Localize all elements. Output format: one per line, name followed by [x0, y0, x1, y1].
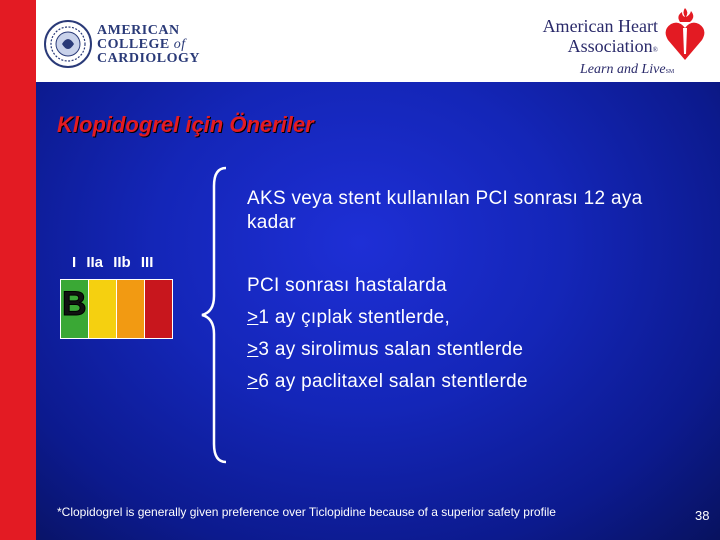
item-text: 3 ay sirolimus salan stentlerde	[258, 339, 524, 360]
recommendation-2-item-1	[247, 302, 697, 334]
aha-tagline-text: Learn and Live	[580, 62, 666, 77]
acc-line-3: CARDIOLOGY	[97, 51, 201, 66]
class-label-iii: III	[140, 254, 154, 271]
recommendation-2-item-2	[247, 334, 697, 366]
item-text: 1 ay çıplak stentlerde,	[258, 307, 451, 328]
aha-tagline-tm: SM	[665, 69, 675, 75]
ge-symbol: >	[247, 307, 259, 328]
slide-title: Klopidogrel için Öneriler	[57, 112, 314, 137]
class-label-i: I	[72, 254, 77, 271]
acc-line-1: AMERICAN	[97, 23, 180, 38]
class-label-iia: IIa	[86, 254, 104, 271]
aha-line-2: Association	[567, 36, 653, 56]
left-accent-bar	[0, 0, 36, 540]
class-cell-iib	[117, 280, 145, 338]
left-curly-brace	[192, 166, 232, 464]
recommendation-2-item-3	[247, 366, 697, 398]
item-text: 6 ay paclitaxel salan stentlerde	[258, 371, 528, 392]
recommendation-1: AKS veya stent kullanılan PCI sonrası 12 aya kadar	[247, 188, 643, 233]
aha-tagline	[580, 62, 674, 78]
footnote: *Clopidogrel is generally given preference over Ticlopidine because of a superior safety profile	[57, 505, 556, 519]
recommendation-2	[247, 270, 697, 398]
evidence-level-letter: B	[62, 285, 87, 323]
recommendation-2-intro: PCI sonrası hastalarda	[247, 275, 447, 296]
class-cell-iii	[145, 280, 172, 338]
page-number: 38	[695, 508, 710, 523]
aha-wordmark	[543, 16, 658, 60]
acc-seal-logo	[44, 20, 92, 68]
aha-heart-torch-icon	[664, 6, 706, 62]
class-cell-iia	[89, 280, 117, 338]
aha-line-1: American Heart	[542, 16, 658, 36]
class-label-iib: IIb	[113, 254, 131, 271]
ge-symbol: >	[247, 371, 259, 392]
acc-wordmark	[97, 24, 200, 66]
ge-symbol: >	[247, 339, 259, 360]
aha-registered-mark: ®	[652, 46, 658, 54]
classification-labels	[72, 254, 159, 271]
acc-line-2-of: of	[173, 37, 186, 52]
acc-line-2: COLLEGE	[97, 37, 174, 52]
